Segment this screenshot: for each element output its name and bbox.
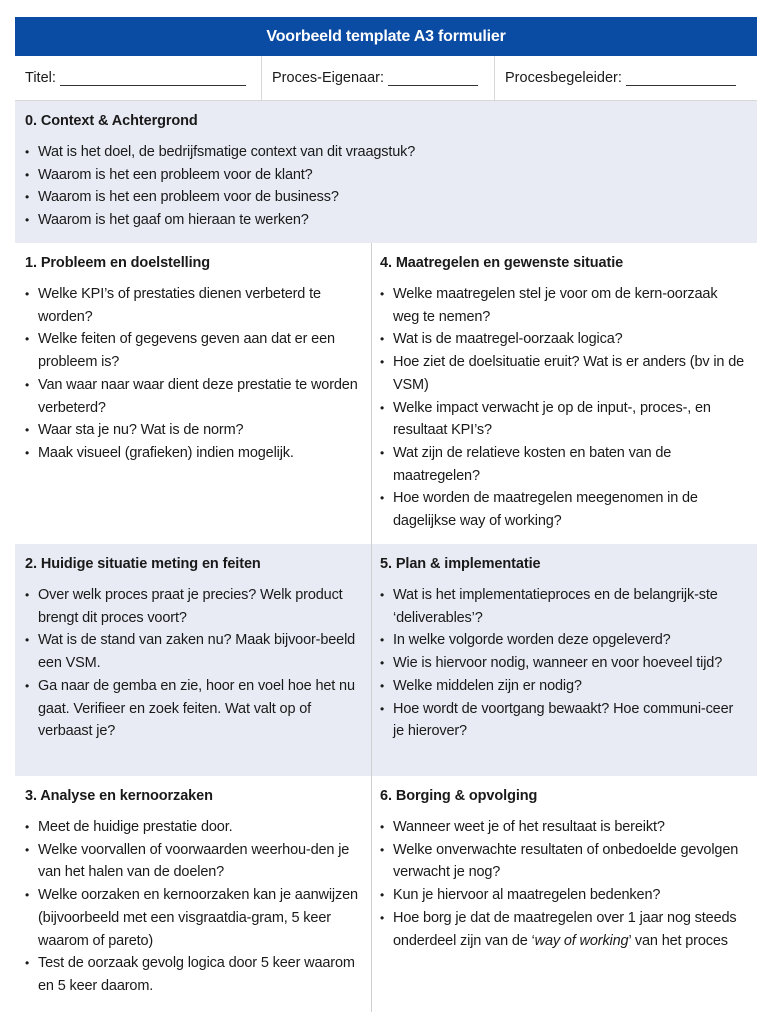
- list-item: • Waar sta je nu? Wat is de norm?: [25, 419, 361, 442]
- process-facilitator-label: Procesbegeleider:: [505, 70, 622, 86]
- list-item: • Kun je hiervoor al maatregelen bedenken?: [380, 884, 747, 907]
- list-item: • Welke voorvallen of voorwaarden weerhou-den je van het halen van de doelen?: [25, 839, 361, 884]
- process-facilitator-field[interactable]: [494, 56, 757, 100]
- list-item: • In welke volgorde worden deze opgeleverd?: [380, 629, 747, 652]
- list-item: • Ga naar de gemba en zie, hoor en voel hoe het nu gaat. Verifieer en zoek feiten. Wat valt op of verbaast je?: [25, 675, 361, 743]
- list-item: • Welke impact verwacht je op de input-, proces-, en resultaat KPI’s?: [380, 397, 747, 442]
- section-context: [15, 101, 757, 243]
- section-problem-title: 1. Probleem en doelstelling: [25, 255, 211, 271]
- list-item: • Welke oorzaken en kernoorzaken kan je aanwijzen (bijvoorbeeld met een visgraatdia-gram, 5 keer waarom of pareto): [25, 884, 361, 952]
- list-item: • Wat is de maatregel-oorzaak logica?: [380, 328, 747, 351]
- section-context-list: [25, 141, 747, 232]
- list-item: • Wat is de stand van zaken nu? Maak bijvoor-beeld een VSM.: [25, 629, 361, 674]
- title-underline: [60, 71, 246, 86]
- list-item: • Welke KPI’s of prestaties dienen verbeterd te worden?: [25, 283, 361, 328]
- list-item: • Van waar naar waar dient deze prestatie te worden verbeterd?: [25, 374, 361, 419]
- a3-form: [15, 17, 757, 1012]
- list-item: • Maak visueel (grafieken) indien mogelijk.: [25, 442, 361, 465]
- row-3: [15, 776, 757, 1012]
- section-plan-title: 5. Plan & implementatie: [380, 556, 541, 572]
- section-plan-list: [380, 584, 747, 743]
- section-analysis-title: 3. Analyse en kernoorzaken: [25, 788, 213, 804]
- list-item: • Hoe worden de maatregelen meegenomen in de dagelijkse way of working?: [380, 487, 747, 532]
- title-field[interactable]: [15, 56, 261, 100]
- list-item: • Waarom is het een probleem voor de business?: [25, 186, 747, 209]
- list-item: • Welke middelen zijn er nodig?: [380, 675, 747, 698]
- section-assurance: [371, 776, 757, 1012]
- row-1: [15, 243, 757, 544]
- list-item: • Wat is het doel, de bedrijfsmatige context van dit vraagstuk?: [25, 141, 747, 164]
- list-item: • Welke onverwachte resultaten of onbedoelde gevolgen verwacht je nog?: [380, 839, 747, 884]
- section-analysis: [15, 776, 371, 1012]
- meta-row: [15, 56, 757, 101]
- list-item: [380, 907, 747, 952]
- section-current-situation: [15, 544, 371, 776]
- section-current-situation-list: [25, 584, 361, 743]
- process-owner-label: Proces-Eigenaar:: [272, 70, 385, 86]
- section-analysis-list: [25, 816, 361, 998]
- section-problem: [15, 243, 371, 544]
- row-2: [15, 544, 757, 776]
- list-item: • Wanneer weet je of het resultaat is bereikt?: [380, 816, 747, 839]
- list-item: • Wat is het implementatieproces en de belangrijk-ste ‘deliverables’?: [380, 584, 747, 629]
- list-item: • Over welk proces praat je precies? Welk product brengt dit proces voort?: [25, 584, 361, 629]
- list-item: • Welke feiten of gegevens geven aan dat er een probleem is?: [25, 328, 361, 373]
- list-item: • Wie is hiervoor nodig, wanneer en voor hoeveel tijd?: [380, 652, 747, 675]
- process-owner-field[interactable]: [261, 56, 494, 100]
- section-plan: [371, 544, 757, 776]
- list-item: • Wat zijn de relatieve kosten en baten van de maatregelen?: [380, 442, 747, 487]
- last-item-text-start: Hoe borg je dat de maatregelen over 1 jaar nog steeds onderdeel zijn van de ‘: [393, 909, 737, 949]
- list-item: • Meet de huidige prestatie door.: [25, 816, 361, 839]
- form-title: Voorbeeld template A3 formulier: [15, 17, 757, 56]
- section-context-title: 0. Context & Achtergrond: [25, 113, 198, 129]
- section-assurance-list: [380, 816, 747, 952]
- section-assurance-title: 6. Borging & opvolging: [380, 788, 538, 804]
- title-label: Titel:: [25, 70, 56, 86]
- process-owner-underline: [388, 71, 478, 86]
- list-item: • Test de oorzaak gevolg logica door 5 keer waarom en 5 keer daarom.: [25, 952, 361, 997]
- list-item: • Hoe ziet de doelsituatie eruit? Wat is er anders (bv in de VSM): [380, 351, 747, 396]
- section-measures: [371, 243, 757, 544]
- list-item: • Welke maatregelen stel je voor om de kern-oorzaak weg te nemen?: [380, 283, 747, 328]
- list-item: • Waarom is het gaaf om hieraan te werken?: [25, 209, 747, 232]
- section-problem-list: [25, 283, 361, 465]
- section-measures-title: 4. Maatregelen en gewenste situatie: [380, 255, 624, 271]
- list-item: • Waarom is het een probleem voor de klant?: [25, 164, 747, 187]
- list-item: • Hoe wordt de voortgang bewaakt? Hoe communi-ceer je hierover?: [380, 698, 747, 743]
- section-measures-list: [380, 283, 747, 533]
- last-item-emphasis: way of working: [534, 932, 629, 949]
- section-current-situation-title: 2. Huidige situatie meting en feiten: [25, 556, 261, 572]
- last-item-text-end: ’ van het proces: [628, 932, 728, 949]
- process-facilitator-underline: [626, 71, 736, 86]
